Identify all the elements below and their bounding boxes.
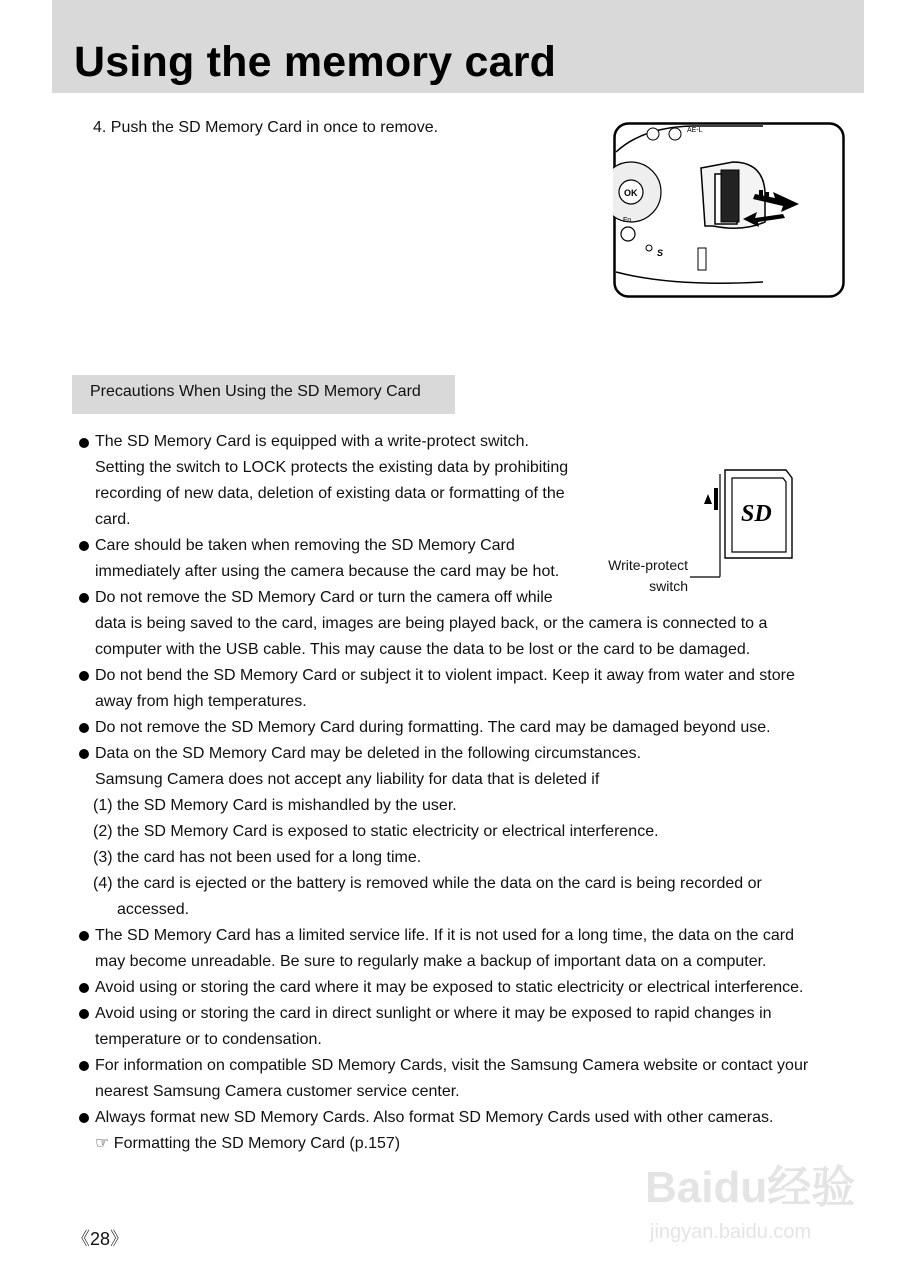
list-item: Do not remove the SD Memory Card or turn the camera off while	[95, 589, 553, 606]
bullet-icon	[79, 1113, 89, 1123]
list-item: Care should be taken when removing the SD Memory Card	[95, 537, 515, 554]
step-instruction: 4. Push the SD Memory Card in once to remove.	[93, 119, 439, 136]
list-item: Do not remove the SD Memory Card during formatting. The card may be damaged beyond use.	[95, 719, 771, 736]
bullet-icon	[79, 749, 89, 759]
sub-item: (4) the card is ejected or the battery is removed while the data on the card is being recorded or	[93, 875, 762, 892]
list-item-cont: Samsung Camera does not accept any liability for data that is deleted if	[95, 771, 600, 788]
bullet-icon	[79, 723, 89, 733]
bullet-icon	[79, 931, 89, 941]
ok-button-label: OK	[624, 188, 638, 198]
list-item-cont: computer with the USB cable. This may cause the data to be lost or the card to be damaged.	[95, 641, 751, 658]
list-item: The SD Memory Card is equipped with a write-protect switch.	[95, 433, 529, 450]
list-item: Data on the SD Memory Card may be deleted in the following circumstances.	[95, 745, 642, 762]
write-protect-label-switch: switch	[649, 578, 688, 594]
write-protect-label: Write-protect	[608, 557, 688, 573]
list-item-cont: away from high temperatures.	[95, 693, 307, 710]
bullet-icon	[79, 1009, 89, 1019]
list-item: Avoid using or storing the card in direct sunlight or where it may be exposed to rapid changes in	[95, 1005, 772, 1022]
list-item-cont: Setting the switch to LOCK protects the existing data by prohibiting	[95, 459, 569, 476]
list-item-cont: card.	[95, 511, 131, 528]
fn-label: Fn	[623, 217, 632, 224]
list-item-cont: immediately after using the camera because the card may be hot.	[95, 563, 560, 580]
page-number: 《28》	[72, 1229, 129, 1249]
list-item-cont: may become unreadable. Be sure to regularly make a backup of important data on a computer.	[95, 953, 767, 970]
sub-item: (1) the SD Memory Card is mishandled by the user.	[93, 797, 457, 814]
list-item-cont: recording of new data, deletion of existing data or formatting of the	[95, 485, 565, 502]
sub-item: (3) the card has not been used for a long time.	[93, 849, 422, 866]
list-item: Avoid using or storing the card where it may be exposed to static electricity or electrical interference.	[95, 979, 804, 996]
bullet-icon	[79, 438, 89, 448]
list-item-cont: data is being saved to the card, images are being played back, or the camera is connected to a	[95, 615, 768, 632]
section-title: Precautions When Using the SD Memory Card	[90, 383, 421, 400]
ae-l-label: AE-L	[687, 127, 703, 134]
title-bar	[52, 0, 864, 93]
bullet-icon	[79, 983, 89, 993]
list-item: Always format new SD Memory Cards. Also format SD Memory Cards used with other cameras.	[95, 1109, 774, 1126]
sub-item: (2) the SD Memory Card is exposed to static electricity or electrical interference.	[93, 823, 659, 840]
list-item: The SD Memory Card has a limited service life. If it is not used for a long time, the data on the card	[95, 927, 794, 944]
baidu-watermark	[640, 1140, 870, 1250]
cross-reference-link[interactable]: ☞ Formatting the SD Memory Card (p.157)	[95, 1135, 401, 1152]
list-item: Do not bend the SD Memory Card or subject it to violent impact. Keep it away from water and store	[95, 667, 795, 684]
watermark-logo-text: Baidu经验	[645, 1163, 856, 1212]
sub-item-cont: accessed.	[117, 901, 190, 918]
camera-card-removal-illustration	[613, 122, 845, 298]
svg-text:S: S	[657, 248, 664, 258]
sd-card-label: SD	[741, 501, 772, 527]
list-item-cont: nearest Samsung Camera customer service center.	[95, 1083, 460, 1100]
list-item-cont: temperature or to condensation.	[95, 1031, 322, 1048]
bullet-icon	[79, 671, 89, 681]
section-header	[72, 375, 455, 414]
bullet-icon	[79, 1061, 89, 1071]
bullet-icon	[79, 593, 89, 603]
watermark-url: jingyan.baidu.com	[650, 1221, 812, 1243]
bullet-icon	[79, 541, 89, 551]
page-title: Using the memory card	[74, 38, 557, 86]
list-item: For information on compatible SD Memory Cards, visit the Samsung Camera website or contact your	[95, 1057, 809, 1074]
